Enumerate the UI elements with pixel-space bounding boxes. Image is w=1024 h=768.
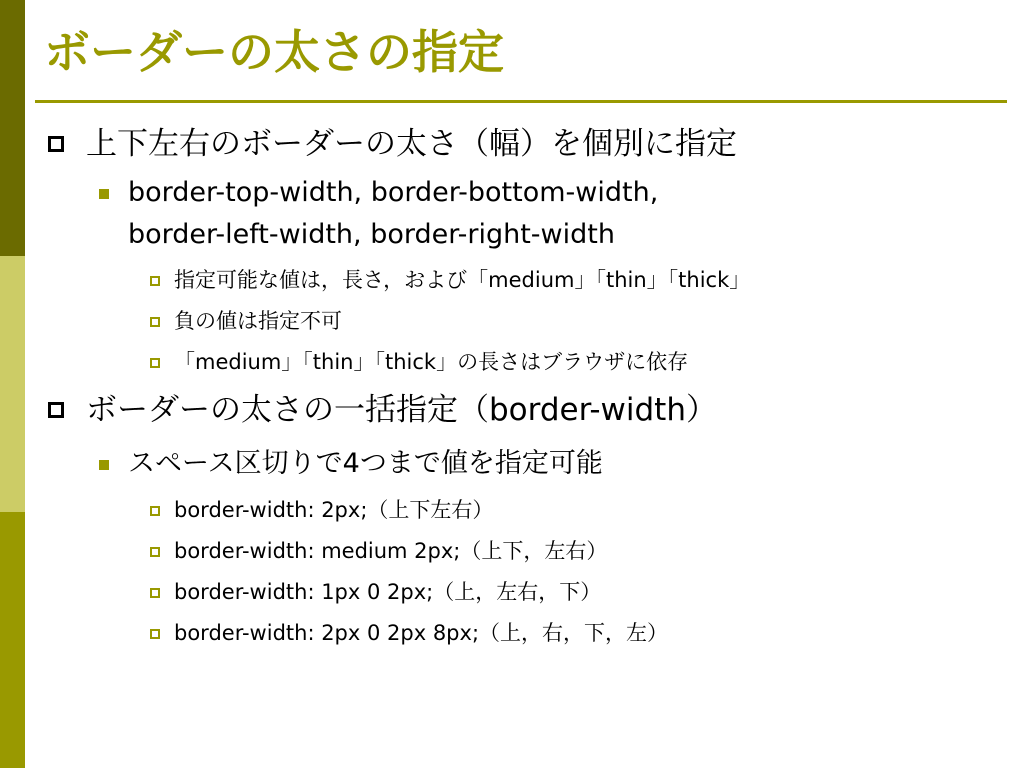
decorative-side-bar xyxy=(0,0,25,768)
bullet-solid-square-icon xyxy=(99,189,109,199)
title-divider xyxy=(35,100,1007,103)
bullet-small-hollow-square-icon xyxy=(150,317,160,327)
bullet-level3-example-2: border-width: medium 2px;（上下，左右） xyxy=(174,539,608,563)
side-bar-segment-light xyxy=(0,256,25,512)
bullet-hollow-square-icon xyxy=(48,402,64,418)
bullet-level2-space-separated: スペース区切りで4つまで値を指定可能 xyxy=(128,448,603,479)
bullet-small-hollow-square-icon xyxy=(150,588,160,598)
side-bar-segment-dark xyxy=(0,0,25,256)
bullet-level2-properties-line1: border-top-width, border-bottom-width, xyxy=(128,177,659,208)
bullet-level1-individual-widths: 上下左右のボーダーの太さ（幅）を個別に指定 xyxy=(86,126,737,162)
side-bar-segment-olive xyxy=(0,512,25,768)
bullet-level3-example-1: border-width: 2px;（上下左右） xyxy=(174,498,494,522)
bullet-level3-example-4: border-width: 2px 0 2px 8px;（上，右，下，左） xyxy=(174,621,669,645)
bullet-hollow-square-icon xyxy=(48,136,64,152)
bullet-solid-square-icon xyxy=(99,460,109,470)
bullet-level2-properties-line2: border-left-width, border-right-width xyxy=(128,219,615,250)
bullet-level3-allowed-values: 指定可能な値は，長さ，および「medium」「thin」「thick」 xyxy=(174,268,751,292)
bullet-small-hollow-square-icon xyxy=(150,506,160,516)
bullet-level3-browser-dependent: 「medium」「thin」「thick」の長さはブラウザに依存 xyxy=(174,350,689,374)
bullet-small-hollow-square-icon xyxy=(150,276,160,286)
bullet-small-hollow-square-icon xyxy=(150,547,160,557)
slide-title: ボーダーの太さの指定 xyxy=(44,25,504,79)
bullet-level3-example-3: border-width: 1px 0 2px;（上，左右，下） xyxy=(174,580,602,604)
bullet-small-hollow-square-icon xyxy=(150,358,160,368)
bullet-level3-no-negative: 負の値は指定不可 xyxy=(174,309,342,333)
bullet-level1-shorthand: ボーダーの太さの一括指定（border-width） xyxy=(86,392,717,428)
bullet-small-hollow-square-icon xyxy=(150,629,160,639)
